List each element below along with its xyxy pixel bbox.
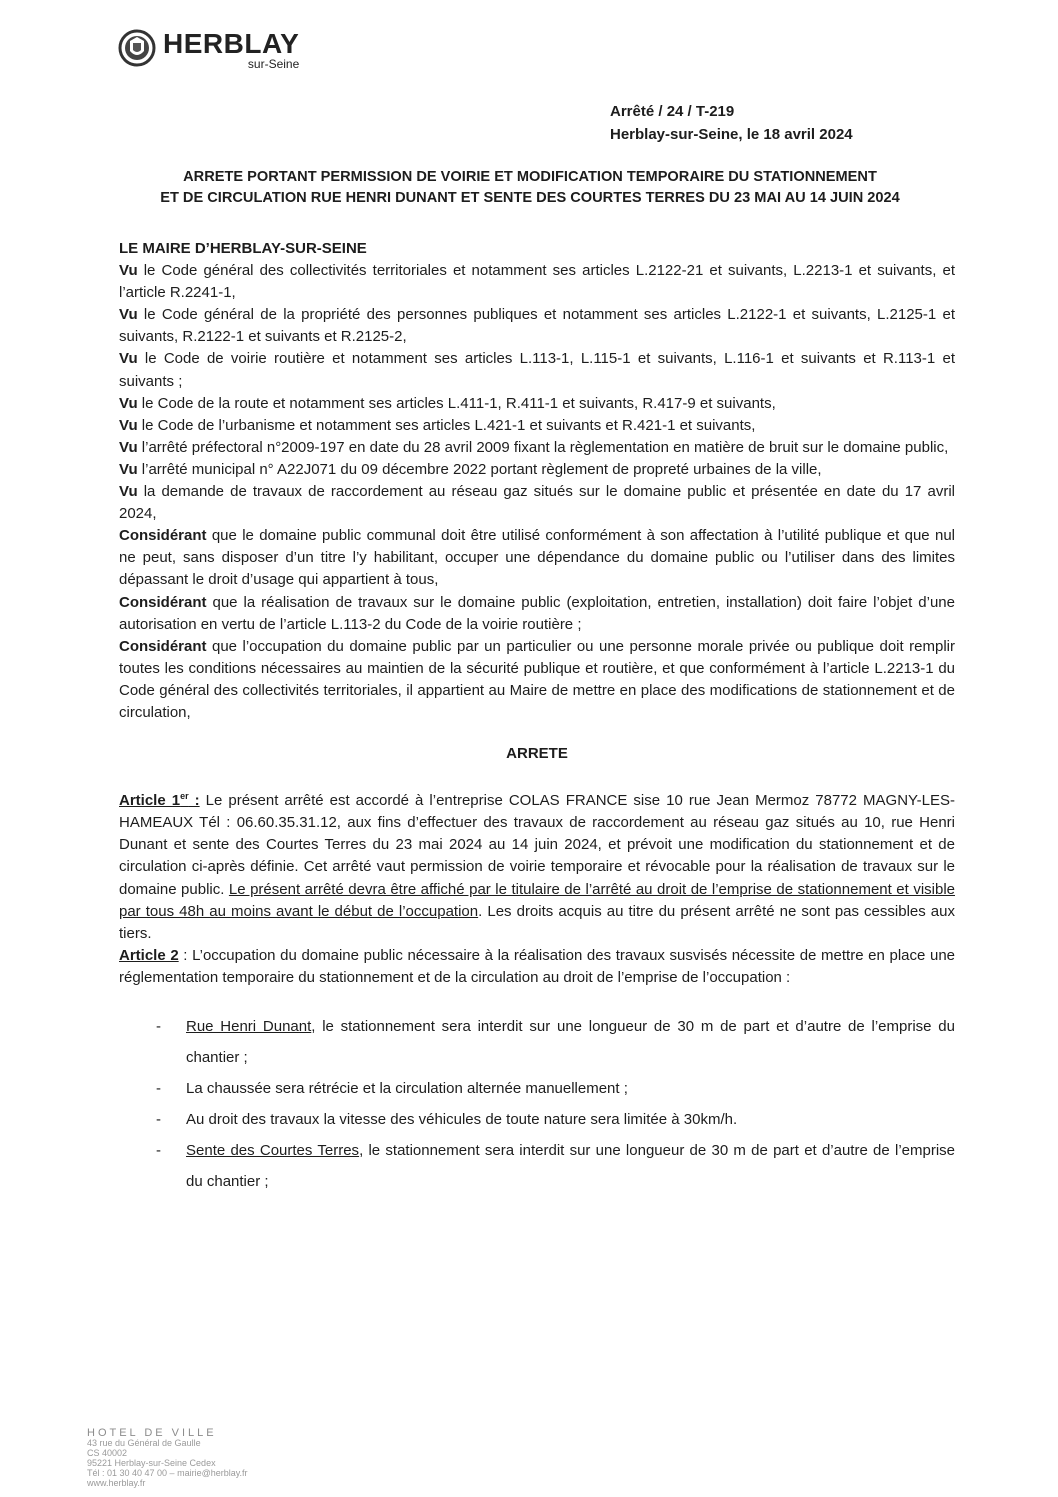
footer-website: www.herblay.fr [87,1478,146,1488]
street-name: Sente des Courtes Terres [186,1142,360,1159]
visa-paragraph [119,415,955,437]
dash-bullet: - [156,1080,161,1097]
town-hall-footer [87,1428,248,1488]
street-name: Rue Henri Dunant [186,1018,312,1035]
logo-name: HERBLAY [163,28,300,59]
considerant-text: que le domaine public communal doit être utilisé conformément à son affectation à l’utilité publique et que nul ne peut, sans disposer d’un titre l’y habilitant, occuper une dépendance du domaine public ou l’utiliser dans des limites dépassant le droit d’usage qui appartient à tous, [119,527,955,589]
article-1 [119,785,955,945]
footer-title: HOTEL DE VILLE [87,1427,217,1439]
list-item [119,1011,955,1073]
dash-bullet: - [156,1018,161,1035]
visa-paragraph [119,393,955,415]
measures-list [119,1011,955,1197]
visa-text: le Code de l’urbanisme et notamment ses articles L.421-1 et suivants et R.421-1 et suivants, [137,416,756,434]
visa-lead: Vu [119,438,138,456]
visa-paragraph [119,459,955,481]
dash-bullet: - [156,1142,161,1159]
visa-paragraph [119,304,955,348]
visa-paragraph [119,481,955,525]
visa-lead: Vu [119,262,138,280]
considerant-paragraph [119,592,955,636]
title-line-1: ARRETE PORTANT PERMISSION DE VOIRIE ET MODIFICATION TEMPORAIRE DU STATIONNEMENT [183,169,877,185]
decree-reference [610,100,853,146]
visas-list [119,260,955,724]
article-1-text: Le présent arrêté est accordé à l’entreprise COLAS FRANCE sise 10 rue Jean Mermoz 78772 MAGNY-LES-HAMEAUX Tél : 06.60.35.31.12, aux fins d’effectuer des travaux de raccordement au réseau gaz situés au 10, rue Henri Dunant et sente des Courtes Terres du 23 mai 2024 au 14 juin 2024, et prévoit une modification du stationnement et de circulation ci-après définie. Cet arrêté vaut permission de voirie temporaire et révocable pour la réalisation de travaux sur le domaine public. [119,792,955,898]
footer-address: 43 rue du Général de Gaulle [87,1438,201,1448]
considerant-lead: Considérant [119,527,207,545]
list-item-text: , le stationnement sera interdit sur une longueur de 30 m de part et d’autre de l’emprise du chantier ; [186,1142,956,1190]
article-2-text: : L’occupation du domaine public nécessaire à la réalisation des travaux susvisés nécessite de mettre en place une réglementation temporaire du stationnement et de la circulation au droit de l’emprise de l’occupation : [119,946,956,986]
dash-bullet: - [156,1111,161,1128]
title-line-2: ET DE CIRCULATION RUE HENRI DUNANT ET SENTE DES COURTES TERRES DU 23 MAI AU 14 JUIN 2024 [160,190,900,206]
visa-lead: Vu [119,416,138,434]
visa-paragraph [119,348,955,392]
decree-place-date: Herblay-sur-Seine, le 18 avril 2024 [610,126,853,143]
considerant-lead: Considérant [119,593,207,611]
decree-number: Arrêté / 24 / T-219 [610,103,735,120]
city-logo [117,29,299,71]
footer-cs: CS 40002 [87,1448,128,1458]
logo-subtitle: sur-Seine [247,57,300,71]
list-item-text: La chaussée sera rétrécie et la circulation alternée manuellement ; [186,1080,628,1097]
article-2 [119,945,955,989]
decision-heading: ARRETE [506,745,568,763]
visa-text: l’arrêté municipal n° A22J071 du 09 décembre 2022 portant règlement de propreté urbaines de la ville, [137,460,822,478]
article-1-sup: er [180,791,189,802]
city-crest-icon [117,29,157,67]
considerant-text: que la réalisation de travaux sur le domaine public (exploitation, entretien, installation) doit faire l’objet d’une autorisation en vertu de l’article L.113-2 du Code de la voirie routière ; [119,593,955,633]
visa-lead: Vu [119,394,138,412]
visa-lead: Vu [119,350,138,368]
considerant-paragraph [119,525,955,591]
list-item [119,1135,955,1197]
document-title [100,167,960,209]
article-2-label: Article 2 [119,946,179,964]
footer-city: 95221 Herblay-sur-Seine Cedex [87,1458,216,1468]
visa-lead: Vu [119,483,138,501]
visa-text: le Code de voirie routière et notamment ses articles L.113-1, L.115-1 et suivants, L.116-1 et suivants et R.113-1 et suivants ; [119,350,955,390]
list-item [119,1073,955,1104]
article-1-underlined: Le présent arrêté devra être affiché par le titulaire de l’arrêté au droit de l’emprise de stationnement et visible par tous 48h au moins avant le début de l’occupation [119,880,955,920]
visa-text: la demande de travaux de raccordement au réseau gaz situés sur le domaine public et présentée en date du 17 avril 2024, [119,483,955,523]
article-1-label: Article 1er : [119,791,200,810]
footer-contact: Tél : 01 30 40 47 00 – mairie@herblay.fr [87,1468,248,1478]
visa-paragraph [119,437,955,459]
list-item-text: , le stationnement sera interdit sur une longueur de 30 m de part et d’autre de l’emprise du chantier ; [186,1018,955,1066]
considerant-lead: Considérant [119,637,207,655]
visa-lead: Vu [119,460,138,478]
visa-text: l’arrêté préfectoral n°2009-197 en date du 28 avril 2009 fixant la règlementation en matière de bruit sur le domaine public, [137,438,949,456]
visa-lead: Vu [119,306,138,324]
list-item-text: Au droit des travaux la vitesse des véhicules de toute nature sera limitée à 30km/h. [186,1111,738,1128]
visa-text: le Code général de la propriété des personnes publiques et notamment ses articles L.2122-1 et suivants, L.2125-1 et suivants, R.2122-1 et suivants et R.2125-2, [119,306,955,346]
visa-paragraph [119,260,955,304]
considerant-text: que l’occupation du domaine public par un particulier ou une personne morale privée ou publique doit remplir toutes les conditions nécessaires au maintien de la sécurité publique et routière, et que conformément à l’article L.2213-1 du Code général des collectivités territoriales, il appartient au Maire de mettre en place des modifications de stationnement et de circulation, [119,637,955,721]
considerant-paragraph [119,636,955,724]
document-body [119,238,955,1197]
visa-text: le Code de la route et notamment ses articles L.411-1, R.411-1 et suivants, R.417-9 et suivants, [137,394,776,412]
visa-text: le Code général des collectivités territoriales et notamment ses articles L.2122-21 et suivants, L.2213-1 et suivants, et l’article R.2241-1, [119,262,955,302]
list-item [119,1104,955,1135]
maire-heading: LE MAIRE D’HERBLAY-SUR-SEINE [119,240,367,257]
article-1-end: . Les droits acquis au titre du présent arrêté ne sont pas cessibles aux tiers. [119,902,955,942]
